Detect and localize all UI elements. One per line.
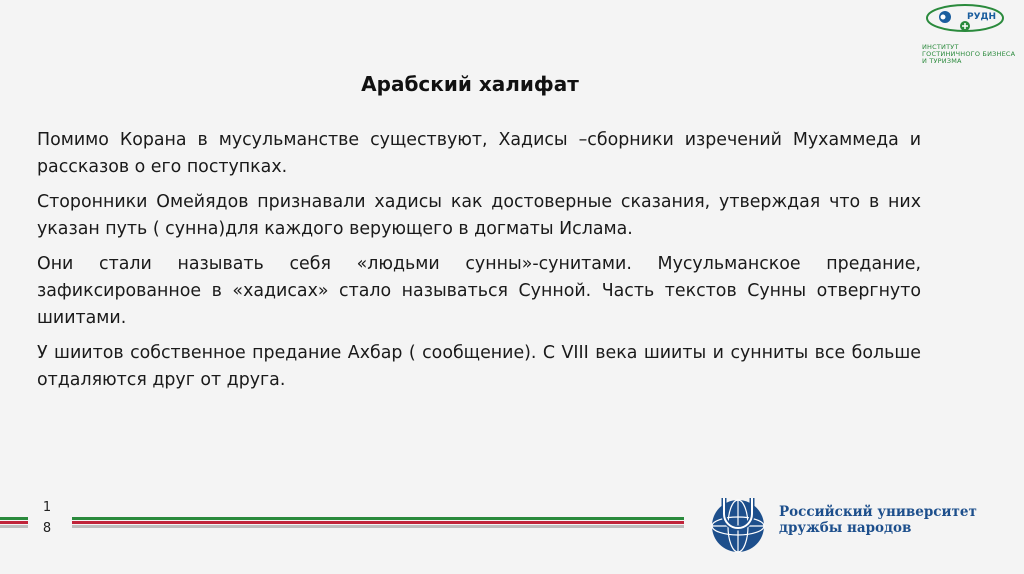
rudn-emblem-icon <box>923 2 1013 42</box>
globe-emblem-icon <box>706 492 772 554</box>
page-number-digit-1: 1 <box>42 500 52 515</box>
slide-title: Арабский халифат <box>361 72 579 96</box>
paragraph-2: Сторонники Омейядов признавали хадисы как достоверные сказания, утверждая что в них указан путь ( сунна)для каждого верующего в догматы Ислама. <box>37 192 921 239</box>
page-number <box>40 497 54 539</box>
university-name-line-2: дружбы народов <box>779 520 912 536</box>
university-name-line-1: Российский университет <box>779 504 977 520</box>
paragraph-3: Они стали называть себя «людьми сунны»-сунитами. Мусульманское предание, зафиксированное в «хадисах» стало называться Сунной. Часть текстов Сунны отвергнуто шиитами. <box>37 254 921 328</box>
institute-line-3: И ТУРИЗМА <box>922 57 962 65</box>
institute-line-2: ГОСТИНИЧНОГО БИЗНЕСА <box>922 50 1016 58</box>
footer-stripe-main <box>72 517 684 531</box>
university-logo <box>706 492 1006 554</box>
university-name <box>779 504 977 536</box>
slide-body <box>37 127 921 402</box>
rudn-short-name: РУДН <box>967 12 997 22</box>
institute-logo <box>917 2 1017 68</box>
footer-stripe-left <box>0 517 28 531</box>
paragraph-1: Помимо Корана в мусульманстве существуют, Хадисы –сборники изречений Мухаммеда и рассказов о его поступках. <box>37 130 921 177</box>
institute-line-1: ИНСТИТУТ <box>922 43 959 51</box>
page-number-digit-2: 8 <box>42 521 52 536</box>
paragraph-4: У шиитов собственное предание Ахбар ( сообщение). С VIII века шииты и сунниты все больше отдаляются друг от друга. <box>37 343 921 390</box>
